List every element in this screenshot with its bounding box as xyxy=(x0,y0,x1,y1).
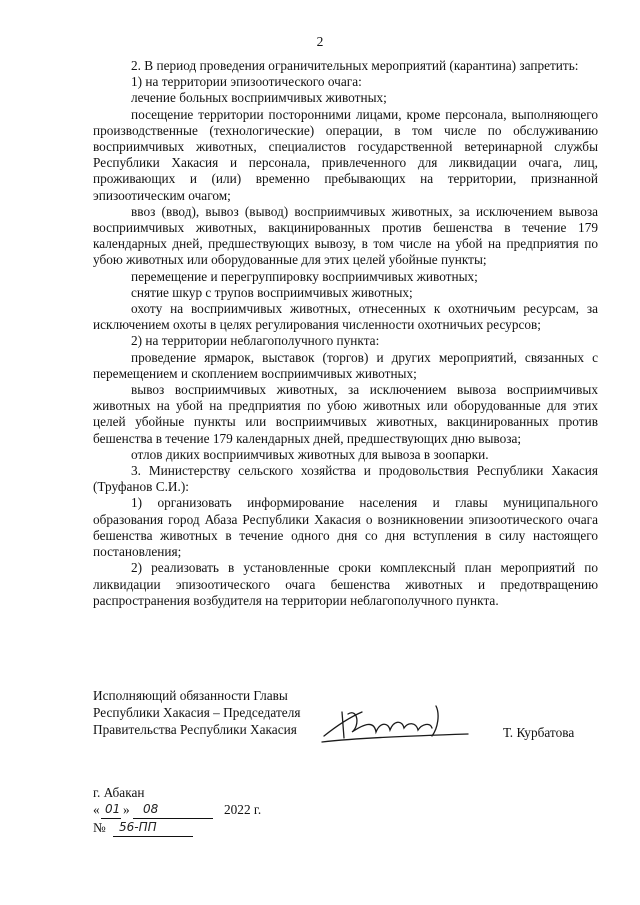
number-value: 56-ПП xyxy=(119,820,157,834)
date-month: 08 xyxy=(143,802,159,816)
signatory-title-line-2: Республики Хакасия – Председателя xyxy=(93,705,301,720)
paragraph-7: снятие шкур с трупов восприимчивых животных; xyxy=(131,284,413,300)
paragraph-9: 2) на территории неблагополучного пункта: xyxy=(131,333,380,349)
signatory-name: Т. Курбатова xyxy=(503,725,575,740)
month-underline xyxy=(133,818,213,819)
paragraph-3: лечение больных восприимчивых животных; xyxy=(131,90,387,106)
document-number xyxy=(93,820,293,840)
document-body xyxy=(93,58,598,609)
paragraph-14: 1) организовать информирование населения и главы муниципального образования город Абаза Республики Хакасия о возникновении эпизоотического очага бешенства животных в течение одного дня со дня вступления в силу настоящего постановления; xyxy=(93,495,598,560)
signatory-title-line-3: Правительства Республики Хакасия xyxy=(93,722,297,737)
paragraph-6: перемещение и перегруппировку восприимчивых животных; xyxy=(131,268,478,284)
paragraph-1: 2. В период проведения ограничительных мероприятий (карантина) запретить: xyxy=(131,58,579,73)
paragraph-8: охоту на восприимчивых животных, отнесенных к охотничьим ресурсам, за исключением охоты в целях регулирования численности охотничьих ресурсов; xyxy=(93,301,598,333)
paragraph-15: 2) реализовать в установленные сроки комплексный план мероприятий по ликвидации эпизоотического очага бешенства животных и предотвращению распространения возбудителя на территории неблагополучного пункта. xyxy=(93,560,598,608)
number-label: № xyxy=(93,820,106,835)
handwritten-signature xyxy=(318,698,478,748)
number-underline xyxy=(113,836,193,837)
page-number: 2 xyxy=(316,34,324,49)
paragraph-5: ввоз (ввод), вывоз (вывод) восприимчивых животных, за исключением вывоза восприимчивых животных, вакцинированных против бешенства в течение 179 календарных дней, предшествующих вывозу, в том числе на убой на предприятия по убою животных или оборудованные для этих целей убойные пункты; xyxy=(93,203,598,268)
paragraph-4: посещение территории посторонними лицами, кроме персонала, выполняющего производственные (технологические) операции, в том числе по обслуживанию восприимчивых животных, специалистов государственной ветеринарной службы Республики Хакасия и персонала, привлеченного для ликвидации очага, лиц, проживающих и (или) временно пребывающих на территории, признанной эпизоотическим очагом; xyxy=(93,106,598,203)
signatory-title xyxy=(93,687,300,738)
paragraph-13: 3. Министерству сельского хозяйства и продовольствия Республики Хакасия (Труфанов С.И.): xyxy=(93,463,598,495)
document-date xyxy=(93,802,293,822)
date-close-quote: » xyxy=(123,802,130,817)
paragraph-2: 1) на территории эпизоотического очага: xyxy=(131,74,362,90)
date-open-quote: « xyxy=(93,802,100,817)
paragraph-11: вывоз восприимчивых животных, за исключением вывоза восприимчивых животных на убой на предприятия по убою животных или оборудованные для этих целей убойные пункты или восприимчивых животных, вакцинированных против бешенства в течение 179 календарных дней, предшествующих дню вывоза; xyxy=(93,382,598,446)
city-name: г. Абакан xyxy=(93,785,145,800)
day-underline xyxy=(101,818,121,819)
date-day: 01 xyxy=(105,802,121,816)
date-year: 2022 г. xyxy=(224,802,262,817)
signatory-title-line-1: Исполняющий обязанности Главы xyxy=(93,688,288,703)
paragraph-10: проведение ярмарок, выставок (торгов) и других мероприятий, связанных с перемещением и скоплением восприимчивых животных; xyxy=(93,349,598,381)
paragraph-12: отлов диких восприимчивых животных для вывоза в зоопарки. xyxy=(131,446,489,462)
